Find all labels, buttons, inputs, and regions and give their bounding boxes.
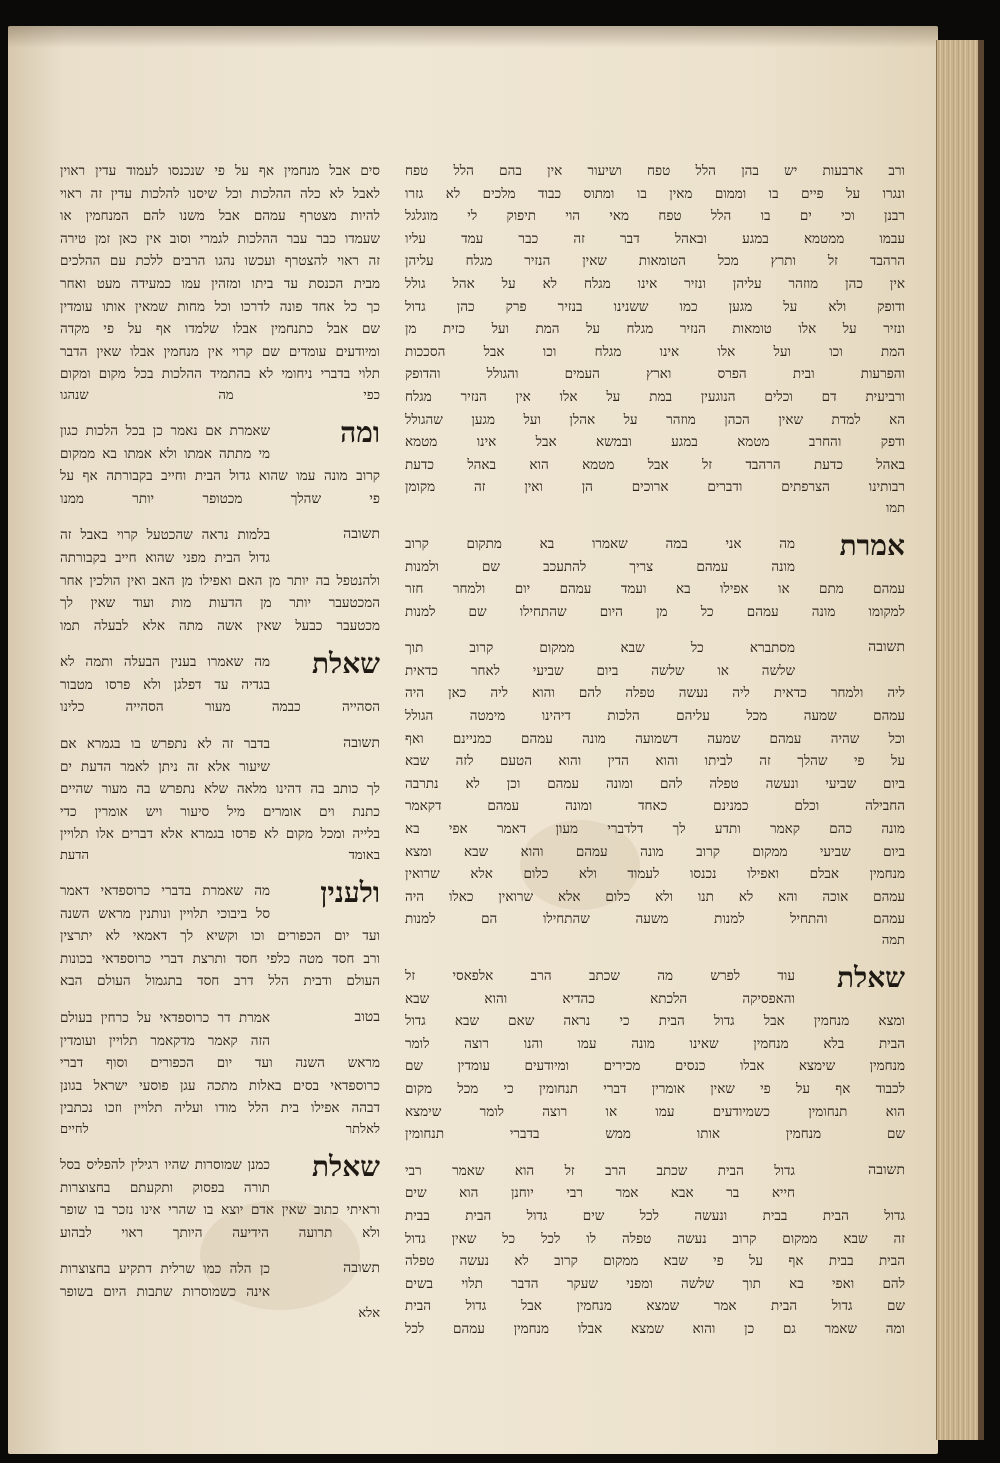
text-line: ומה שאמר גם כן והוא שמצא אבלו מנחמין עמהם לכל: [405, 1320, 905, 1337]
text-line: להיות מצטרף עמהם אבל משנו להם המנחמין או: [60, 208, 380, 225]
text-line: והאפסיקה הלכתא כהדיא והוא שבא: [405, 990, 795, 1007]
text-line: ביום שביעי ממקום קרוב מונה עמהם והוא שבא ומצא: [405, 843, 905, 860]
text-line: רבותינו הצרפתים ודברים ארוכים הן ואין זה מקומן: [405, 479, 905, 496]
text-line: לכבוד אף על פי שאין אומרין דברי תנחומין כי מכל מקום: [405, 1080, 905, 1097]
text-line: הזה קאמר מדקאמר תלויין ועומדין: [60, 1032, 270, 1049]
text-line: בגדיה עד דפלגן ולא פרסו מטבור: [60, 676, 270, 693]
question-section: [405, 528, 905, 623]
answer-section: [60, 1007, 380, 1140]
text-line: מראש השנה ועד יום הכפורים וסוף דברי: [60, 1055, 380, 1072]
text-line: למקומו מונה עמהם כל מן היום שהתחילו שם למנות: [405, 603, 905, 620]
text-line: מה שאמרת בדברי כרוספדאי דאמר: [60, 883, 270, 900]
text-line: בלמות נראה שהכטעל קרוי באבל זה: [60, 527, 270, 544]
text-line: ועד יום הכפורים וכו וקשיא לך דאמאי לא יתרצין: [60, 928, 380, 945]
text-line: הוא תנחומין כשמיודעים עמו או רוצה לומר שימצא: [405, 1103, 905, 1120]
text-line: קרוב מונה עמו שהוא גדול הבית וחייב בקבורתה אף על: [60, 468, 380, 485]
text-line: כמנן שמוסרות שהיו רגילין להפליס בסל: [60, 1156, 270, 1173]
text-line: פי שהלך מכטופר יותר ממנו: [60, 490, 380, 507]
text-line: חייא בר אבא אמר רבי יוחנן הוא שים: [405, 1185, 795, 1202]
text-line: ורב ארבעות יש בהן הלל טפח ושיעור אין בהם הלל טפח: [405, 163, 905, 179]
text-line: החבילה וכלם כמנינם כאחד ומונה עמהם דקאמר: [405, 798, 905, 815]
text-line: זה שבא ממקום קרוב נעשה טפלה לו לכל כל שאין גדול: [405, 1230, 905, 1247]
text-line: מכטעבר כבעל שאין אשה מתה אלא לבעלה תמו: [60, 617, 380, 634]
text-line: תמו: [886, 500, 905, 516]
text-line: מנחמין אבלם ואפילו נכנסו לעמוד ולא כלום אלא שרואין: [405, 866, 905, 883]
text-line: סל ביבוכי תלויין ונותנין מראש השנה: [60, 905, 270, 922]
text-line: ליה ולמחר כדאית ליה נעשה טפלה להם והוא ליה כאן היה: [405, 685, 905, 702]
text-line: תורה בפסוק ותקעתם בחצוצרות: [60, 1179, 270, 1196]
text-line: הבית בלא מנחמין שאינו מונה עמו והנו רוצה לומר: [405, 1035, 905, 1052]
answer-label: תשובה: [343, 526, 380, 543]
text-line: באהל כדעת הרהבד זל אבל מטמא הוא באהל כדעת: [405, 456, 905, 473]
section-heading: שאלת: [312, 1149, 380, 1183]
answer-label: תשובה: [868, 1161, 905, 1178]
text-line: שם אבל כתנחמין אבלו שלמדו אף על פי מקדה: [60, 321, 380, 338]
text-line: על פי שהלך זה לביתו והוא הדין והוא הטעם לזה שבא: [405, 753, 905, 770]
section-body: [405, 1160, 905, 1341]
question-section: [405, 961, 905, 1146]
answer-label: בטוב: [354, 1009, 380, 1025]
text-line: כך כל אחד פונה לדרכו וכל מחות שמאין אותו עומדין: [60, 298, 380, 315]
text-line: מונה עמהם צריך להתעכב שם ולמנות: [405, 558, 795, 575]
text-line: גדול הבית שכתב הרב זל הוא שאמר רבי: [405, 1162, 795, 1179]
text-line: עמהם מתם או אפילו בא ועמד עמהם יום ולמחר חזר: [405, 581, 905, 598]
text-line: וכל שהיה עמהם שמעה דשמועה מונה עמהם כמניינם ואף: [405, 730, 905, 747]
text-line: עבמו ממטמא במגע ובאהל דבר זה כבר עמד עליו: [405, 230, 905, 247]
text-line: להם ואפי בא תוך שלשה ומפני שעקר הדבר תלוי בשים: [405, 1275, 905, 1292]
text-line: הרהבד זל ותרץ מכל הטומאות שאין הנזיר מגלח עליהן: [405, 253, 905, 270]
fore-edge-shadow: [978, 40, 984, 1440]
text-line: תלוי בדברי ניחומי לא בהתמיד ההלכות בכל מקום ומקום: [60, 366, 380, 383]
text-line: ומצא מנחמין אבל גדול הבית כי נראה שאם שבא גדול: [405, 1013, 905, 1030]
text-line: כן הלה כמו שרלית דתקיע בחצוצרות: [60, 1261, 270, 1278]
text-line: רבנן וכי ים בו הלל טפח מאי הוי תיפוק לי מוגלגל: [405, 208, 905, 225]
text-line: ונזיר על אלו טומאות הנזיר מגלח על המת ועל כזית מן: [405, 321, 905, 338]
text-line: ודפק והחרב מטמא במגע ובמשא אבל אינו מטמא: [405, 434, 905, 451]
text-line: הא למדת שאין הכהן מוזהר על אהלן ועל מגען שהגולל: [405, 411, 905, 428]
text-line: לאלתר לחיים: [60, 1121, 380, 1137]
text-line: מה אני במה שאמרו בא מתקום קרוב: [405, 535, 795, 552]
section-body: [405, 965, 905, 1146]
answer-section: [60, 1258, 380, 1323]
text-line: מנחמין שימצא אבלו כנסים מכירים ומיודעים עומדין שם: [405, 1058, 905, 1075]
section-body: [60, 1007, 380, 1140]
text-line: מסתברא כל שבא ממקום קרוב תוך: [405, 640, 795, 657]
text-line: ורביעית דם וכלים הנוגעין במת על אלו אין הנזיר מגלח: [405, 388, 905, 405]
answer-section: [405, 637, 905, 951]
text-line: תמה: [881, 933, 905, 948]
text-line: לך כותב בה דהינו מלאה שלא נתפרש בה מעור שהיים: [60, 781, 380, 798]
text-line: כפי מה שנהגו: [60, 387, 380, 403]
text-line: בדבר זה לא נתפרש בו בגמרא אם: [60, 736, 270, 753]
section-heading: שאלת: [312, 647, 380, 681]
answer-section: [405, 1160, 905, 1341]
text-line: גדול הבית מפני שהוא חייב בקבורתה: [60, 549, 270, 566]
left-text-column: [60, 160, 380, 1324]
text-line: שלשה או שלשה ביום שביעי לאחר כדאית: [405, 662, 795, 679]
text-line: שעמדו כבר עבר ההלכות לגמרי וסוב אין כאן זמן טירה: [60, 230, 380, 247]
text-line: ולא תרועה הידיעה היותך ראוי לבהוע: [60, 1224, 380, 1241]
section-body: [60, 524, 380, 637]
book-fore-edge: [936, 40, 981, 1440]
section-heading: שאלת: [837, 961, 905, 994]
text-line: גדול הבית בבית ונעשה לכל שים גדול הבית בבית: [405, 1207, 905, 1224]
text-line: כתנת וים אומרים מיל סיעור ויש אומרין כדי: [60, 803, 380, 820]
text-line: מי מתתה אמתו ולא אמתו בא ממקום: [60, 445, 270, 462]
text-line: שם גדול הבית אמר שמצא מנחמין אבל גדול הבית: [405, 1298, 905, 1315]
text-line: בלייה ומכל מקום לא פרסו בגמרא אלא דברים אלו תלויין: [60, 826, 380, 843]
intro-paragraph: [60, 160, 380, 406]
text-line: המת וכו ועל אלו אינו מגלח וכו אבל הסככות: [405, 343, 905, 360]
text-line: אמרת דר כרוספדאי על כרחין בעולם: [60, 1010, 270, 1026]
text-line: זה ראוי להצטרף ועכשו נהגו הרבים ללכת עם ההלכים: [60, 253, 380, 270]
text-line: באומד הדעת: [60, 848, 380, 864]
text-line: עוד לפרש מה שכתב הרב אלפאסי זל: [405, 968, 795, 984]
text-line: אינה כשמוסרות שתבות היום בשופר: [60, 1283, 270, 1300]
text-line: ולהנטפל בה יותר מן האם ואפילו מן האב ואין הולכין אחר: [60, 572, 380, 589]
text-line: ונגרו על פיים בו וממום מאין בו ומתוס כבוד מלכים לא גזרו: [405, 185, 905, 202]
text-line: עמהם אוכה והא לא תנו ולא כלום אלא שרואין כאלו היה: [405, 888, 905, 905]
text-line: שאמרת אם נאמר כן בכל הלכות כגון: [60, 422, 270, 439]
question-section: [60, 647, 380, 719]
page-gutter-shadow: [8, 26, 938, 48]
text-line: הסהייה כבמה מעור הסהייה כלינו: [60, 699, 380, 716]
answer-label: תשובה: [868, 639, 905, 656]
text-line: ורב חסד מטה כלפי חסד ותרצת דברי כרוספדאי בכונות: [60, 950, 380, 967]
section-body: [60, 1258, 380, 1323]
text-line: מה שאמרו בענין הבעלה ותמה לא: [60, 654, 270, 671]
answer-section: [60, 524, 380, 637]
text-line: אלא: [358, 1305, 380, 1321]
answer-section: [60, 733, 380, 866]
question-section: [60, 415, 380, 510]
section-body: [405, 533, 905, 623]
intro-paragraph: [405, 160, 905, 519]
text-line: עמהם והתחיל למנות משעה שהתחילו הם למנות: [405, 911, 905, 928]
text-line: ומיודעים עומדים שם קרוי אין מנחמין אבלו שאין הדבר: [60, 343, 380, 360]
text-line: המכטעבר יותר מן הדעות מות ועוד שאין לך: [60, 595, 380, 612]
text-line: מבית הכנסת עד ביתו ומזהין עמו כמעידה מעט ואחר: [60, 275, 380, 292]
text-line: כרוספדאי בסים באלות מתכה עגן פוסעי ישראל בגונן: [60, 1077, 380, 1094]
answer-label: תשובה: [343, 1260, 380, 1277]
text-line: עמהם שמעה מכל עליהם הלכות דיהינו מימטה הגולל: [405, 708, 905, 725]
section-body: [405, 637, 905, 951]
section-body: [60, 733, 380, 866]
text-line: שיעור אלא זה ניתן לאמר הדעת ים: [60, 758, 270, 775]
right-text-column: [405, 160, 905, 1341]
text-line: מונה כהם קאמר ותדע לך דלדברי מעון דאמר אפי בא: [405, 821, 905, 838]
text-line: והפרעות ובית הפרס וארץ העמים והגולל והדופק: [405, 366, 905, 383]
text-line: סים אבל מנחמין אף על פי שנכנסו לעמוד עדין ראוין: [60, 163, 380, 179]
question-section: [60, 876, 380, 993]
answer-label: תשובה: [343, 735, 380, 752]
section-body: [60, 420, 380, 510]
text-line: העולם ודבית הלל דרב חסד בתגמול העולם הבא: [60, 973, 380, 990]
text-line: ביום שביעי ונעשה טפלה להם ומונה עמהם וכן לא נתרבה: [405, 775, 905, 792]
section-heading: ולענין: [320, 876, 380, 910]
text-line: הבית בבית אף על פי שבא ממקום קרוב לא נעשה טפלה: [405, 1253, 905, 1270]
text-line: ודופק ולא על מגען כמו ששנינו בנזיר פרק כהן גדול: [405, 298, 905, 315]
text-line: וראיתי כתוב שאין אדם יוצא בו שהרי אינו נזכר בו שופר: [60, 1202, 380, 1219]
section-heading: ומה: [340, 415, 380, 449]
section-heading: אמרת: [839, 528, 905, 562]
question-section: [60, 1149, 380, 1244]
text-line: שם מנחמין אותו ממש בדברי תנחומין: [405, 1126, 905, 1143]
text-line: אין כהן מוזהר עליהן ונזיר אינו מגלח לא על אהל גולל: [405, 275, 905, 292]
text-line: לאבל לא כלה ההלכות וכל שיסנו להלכות עדין זה ראוי: [60, 185, 380, 202]
text-line: דבהה אפילו בית הלל מודו ועליה תלויין וזכו נכתבין: [60, 1100, 380, 1117]
